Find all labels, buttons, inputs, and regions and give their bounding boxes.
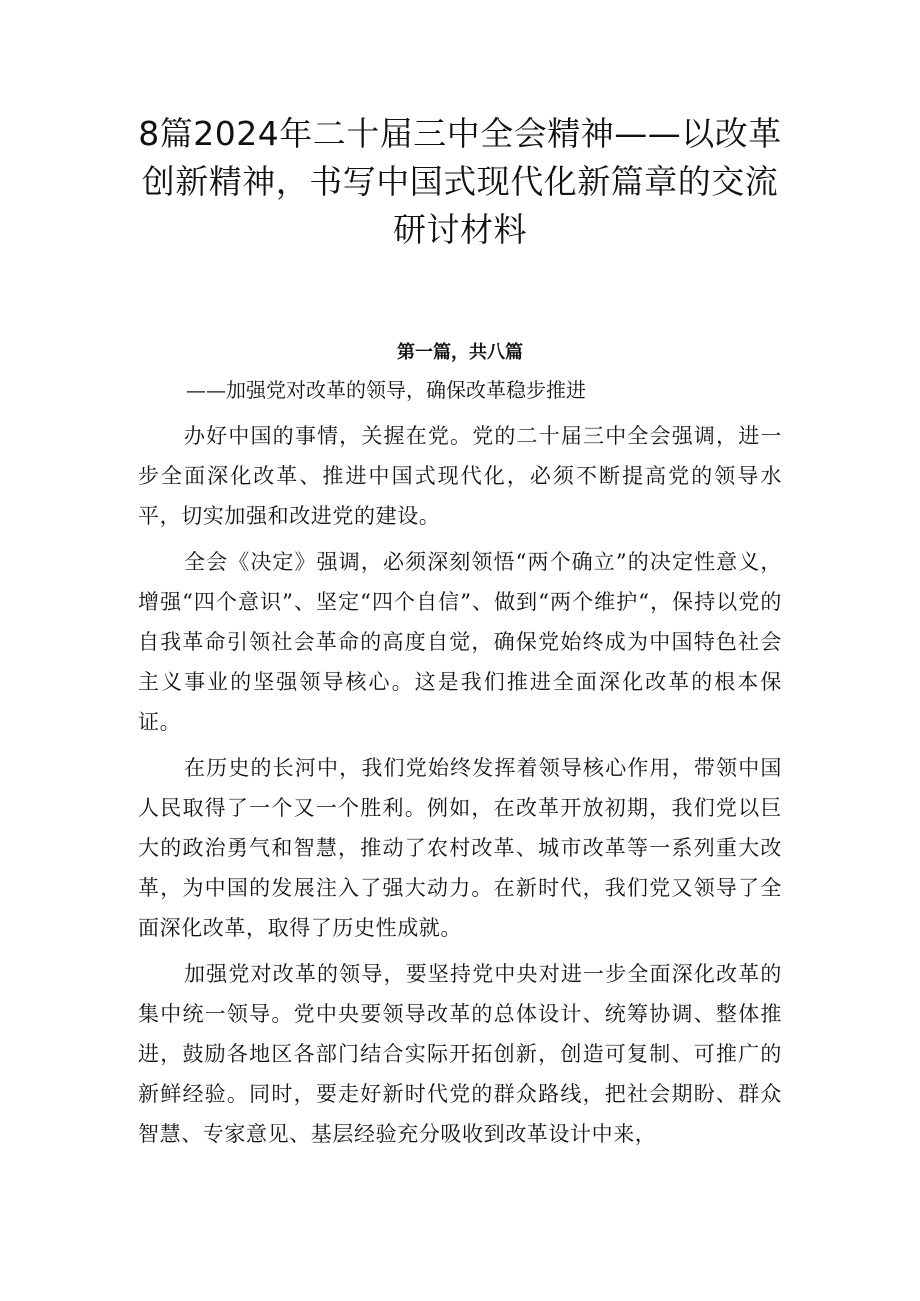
section-title: 第一篇，共八篇: [397, 342, 523, 363]
document-title: 8篇2024年二十届三中全会精神——以改革创新精神，书写中国式现代化新篇章的交流研讨材料: [138, 114, 782, 249]
paragraph: 在历史的长河中，我们党始终发挥着领导核心作用，带领中国人民取得了一个又一个胜利。例如，在改革开放初期，我们党以巨大的政治勇气和智慧，推动了农村改革、城市改革等一系列重大改革，为中国的发展注入了强大动力。在新时代，我们党又领导了全面深化改革，取得了历史性成就。: [138, 756, 782, 940]
paragraph: 办好中国的事情，关握在党。党的二十届三中全会强调，进一步全面深化改革、推进中国式现代化，必须不断提高党的领导水平，切实加强和改进党的建设。: [138, 424, 782, 528]
section-subtitle: ——加强党对改革的领导，确保改革稳步推进: [186, 378, 586, 402]
paragraph: 全会《决定》强调，必须深刻领悟“两个确立”的决定性意义，增强“四个意识”、坚定“四个自信”、做到“两个维护“，保持以党的自我革命引领社会革命的高度自觉，确保党始终成为中国特色社会主义事业的坚强领导核心。这是我们推进全面深化改革的根本保证。: [138, 550, 782, 734]
paragraph: 加强党对改革的领导，要坚持党中央对进一步全面深化改革的集中统一领导。党中央要领导改革的总体设计、统筹协调、整体推进，鼓励各地区各部门结合实际开拓创新，创造可复制、可推广的新鲜经验。同时，要走好新时代党的群众路线，把社会期盼、群众智慧、专家意见、基层经验充分吸收到改革设计中来，: [138, 962, 782, 1146]
